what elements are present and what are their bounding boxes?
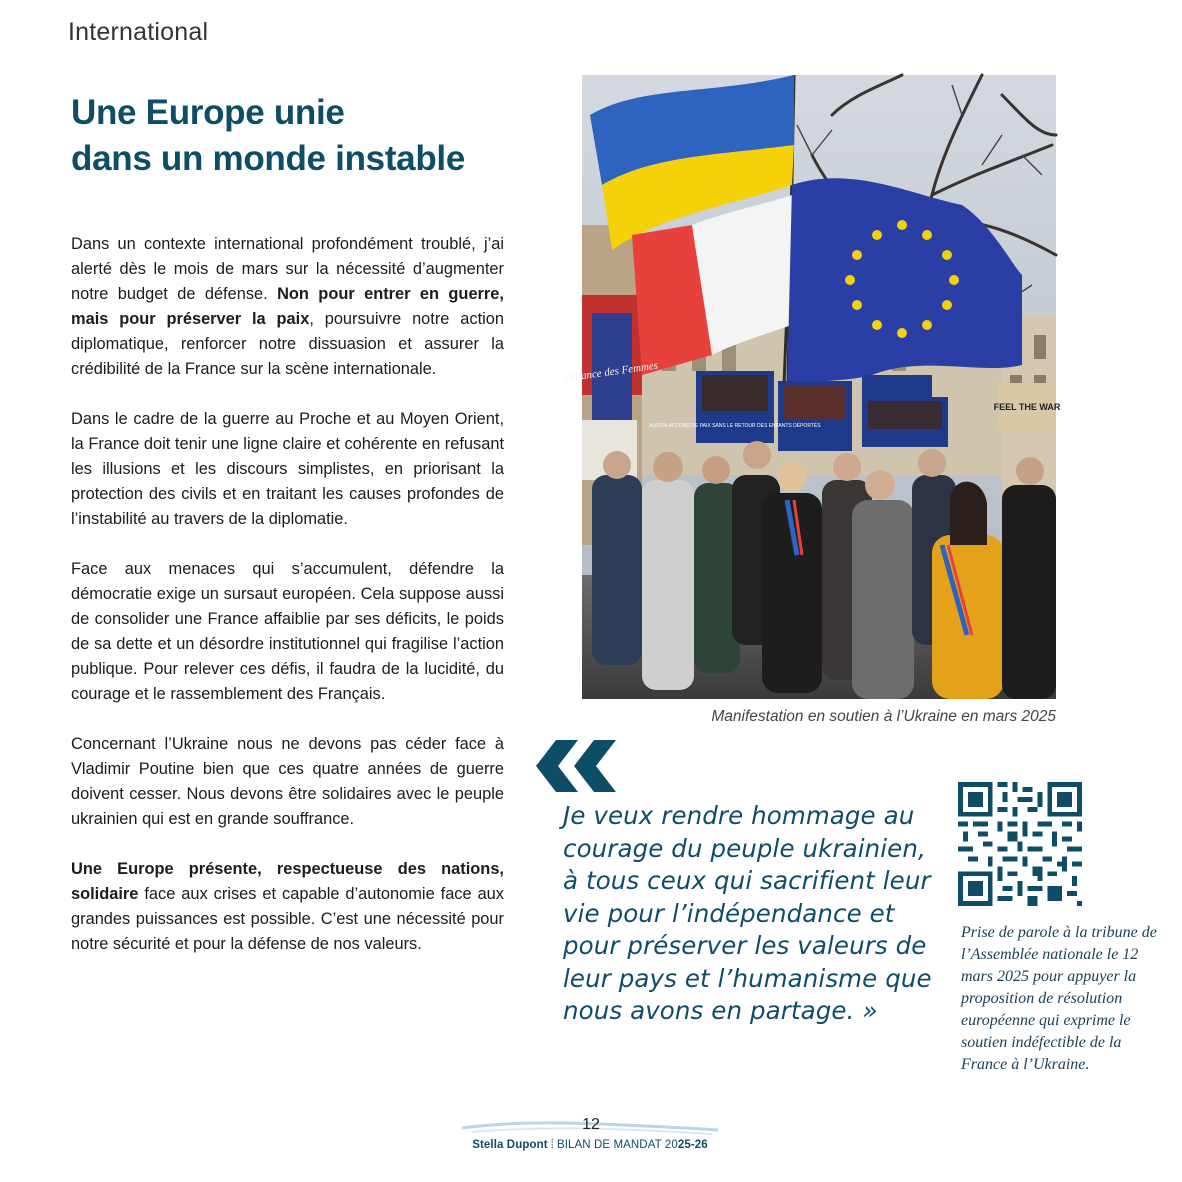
paragraph-budget xyxy=(71,232,504,382)
photo-caption: Manifestation en soutien à l’Ukraine en mars 2025 xyxy=(711,708,1056,725)
paragraph-text: Face aux menaces qui s’accumulent, défendre la démocratie exige un sursaut européen. Cela suppose aussi de consolider une France affaiblie par ses déficits, le poids de sa dette et un désordre institutionnel qui fragilise l’action publique. Pour relever ces défis, il faudra de la lucidité, du courage et le rassemblement des Français. xyxy=(71,560,504,703)
paragraph-text: , poursuivre notre action diplomatique, renforcer notre dissuasion et assurer la crédibilité de la France sur la scène internationale. xyxy=(71,310,504,378)
page-number: 12 xyxy=(582,1116,600,1133)
paragraph-emphasis: Une Europe présente, respectueuse des nations, solidaire xyxy=(71,860,504,903)
paragraph-europe-nations xyxy=(71,857,504,957)
section-label: International xyxy=(68,18,209,46)
paragraph-text: Concernant l’Ukraine nous ne devons pas céder face à Vladimir Poutine bien que ces quatre années de guerre doivent cesser. Nous devons être solidaires avec le peuple ukrainien qui est en grande souffrance. xyxy=(71,735,504,828)
paragraph-ukraine xyxy=(71,732,504,832)
demonstration-photo xyxy=(564,75,1061,699)
banner-text: Alliance des Femmes xyxy=(564,359,659,385)
quote-mark-icon xyxy=(536,740,618,792)
article-body xyxy=(71,232,504,982)
paragraph-europe-democracy xyxy=(71,557,504,707)
sign-right-text: FEEL THE WAR xyxy=(993,402,1061,412)
page-title xyxy=(71,90,541,182)
title-line-2: dans un monde instable xyxy=(71,139,466,178)
paragraph-text: face aux crises et capable d’autonomie face aux grandes puissances est possible. C’est une nécessité pour notre sécurité et pour la défense de nos valeurs. xyxy=(71,885,504,953)
qr-code[interactable] xyxy=(958,782,1082,906)
footer-report-prefix: BILAN DE MANDAT 20 xyxy=(556,1139,678,1151)
footer-report-year: 25-26 xyxy=(677,1139,708,1151)
footer-credits xyxy=(440,1139,740,1151)
qr-caption: Prise de parole à la tribune de l’Assemblée nationale le 12 mars 2025 pour appuyer la proposition de résolution européenne qui exprime le soutien indéfectible de la France à l’Ukraine. xyxy=(961,924,1157,1073)
footer-author: Stella Dupont xyxy=(472,1139,548,1151)
footer-separator: ⁞ xyxy=(550,1139,554,1151)
paragraph-emphasis: Non pour entrer en guerre, mais pour préserver la paix xyxy=(71,285,504,328)
quote-text: Je veux rendre hommage au courage du peuple ukrainien, à tous ceux qui sacrifient leur vie pour l’indépendance et pour préserver les valeurs de leur pays et l’humanisme que nous avons en partage. » xyxy=(563,801,932,1025)
sign-text: AUCUN ACCORD DE PAIX SANS LE RETOUR DES ENFANTS DÉPORTÉS xyxy=(649,423,821,429)
paragraph-text: Dans un contexte international profondément troublé, j’ai alerté dès le mois de mars sur la nécessité d’augmenter notre budget de défense. xyxy=(71,235,504,303)
paragraph-middle-east xyxy=(71,407,504,532)
paragraph-text: Dans le cadre de la guerre au Proche et au Moyen Orient, la France doit tenir une ligne claire et cohérente en refusant les illusions et les discours simplistes, en priorisant la protection des civils et en traitant les causes profondes de l’instabilité au travers de la diplomatie. xyxy=(71,410,504,528)
title-line-1: Une Europe unie xyxy=(71,93,345,132)
